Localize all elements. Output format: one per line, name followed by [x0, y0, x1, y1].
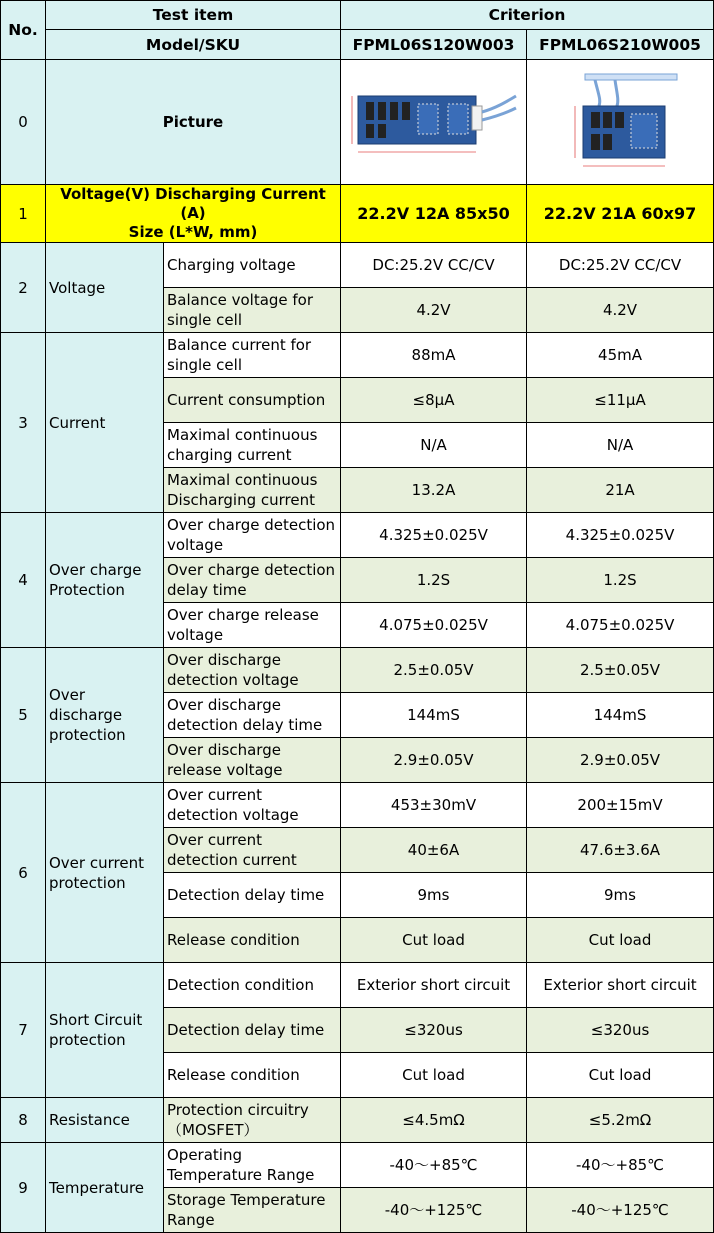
summary-label-line1: Voltage(V) Discharging Current (A) [60, 185, 326, 222]
value-b: Exterior short circuit [527, 963, 714, 1008]
header-test-item: Test item [46, 1, 341, 30]
value-a: 88mA [341, 333, 527, 378]
value-b: 21A [527, 468, 714, 513]
row-no: 3 [1, 333, 46, 513]
value-a: 4.2V [341, 288, 527, 333]
value-b: 9ms [527, 873, 714, 918]
item-label: Over discharge release voltage [164, 738, 341, 783]
value-b: 4.075±0.025V [527, 603, 714, 648]
picture-label: Picture [46, 60, 341, 185]
value-a: 9ms [341, 873, 527, 918]
value-b: 200±15mV [527, 783, 714, 828]
item-label: Current consumption [164, 378, 341, 423]
group-overcurrent: Over current protection [46, 783, 164, 963]
value-a: 453±30mV [341, 783, 527, 828]
item-label: Detection delay time [164, 873, 341, 918]
row-no: 2 [1, 243, 46, 333]
value-a: 13.2A [341, 468, 527, 513]
item-label: Maximal continuous charging current [164, 423, 341, 468]
value-b: Cut load [527, 918, 714, 963]
item-label: Over charge detection delay time [164, 558, 341, 603]
item-label: Storage Temperature Range [164, 1188, 341, 1233]
group-overdischarge: Over discharge protection [46, 648, 164, 783]
item-label: Over current detection voltage [164, 783, 341, 828]
value-b: 47.6±3.6A [527, 828, 714, 873]
value-a: -40～+125℃ [341, 1188, 527, 1233]
value-a: Cut load [341, 1053, 527, 1098]
item-label: Maximal continuous Discharging current [164, 468, 341, 513]
item-label: Charging voltage [164, 243, 341, 288]
value-b: N/A [527, 423, 714, 468]
item-label: Detection condition [164, 963, 341, 1008]
value-a: ≤4.5mΩ [341, 1098, 527, 1143]
value-a: 4.075±0.025V [341, 603, 527, 648]
group-shortcircuit: Short Circuit protection [46, 963, 164, 1098]
value-b: ≤5.2mΩ [527, 1098, 714, 1143]
value-a: N/A [341, 423, 527, 468]
value-b: DC:25.2V CC/CV [527, 243, 714, 288]
row-no: 1 [1, 185, 46, 243]
group-resistance: Resistance [46, 1098, 164, 1143]
value-b: 2.9±0.05V [527, 738, 714, 783]
value-b: -40～+85℃ [527, 1143, 714, 1188]
value-a: 144mS [341, 693, 527, 738]
value-a: ≤320us [341, 1008, 527, 1053]
value-a: Cut load [341, 918, 527, 963]
value-b: ≤11μA [527, 378, 714, 423]
item-label: Detection delay time [164, 1008, 341, 1053]
value-a: ≤8μA [341, 378, 527, 423]
value-b: 4.325±0.025V [527, 513, 714, 558]
summary-label-line2: Size (L*W, mm) [128, 223, 258, 241]
product-image-b [527, 60, 714, 185]
row-no: 5 [1, 648, 46, 783]
group-temperature: Temperature [46, 1143, 164, 1233]
value-b: 1.2S [527, 558, 714, 603]
row-no: 8 [1, 1098, 46, 1143]
value-b: ≤320us [527, 1008, 714, 1053]
header-no: No. [1, 1, 46, 60]
value-a: 2.5±0.05V [341, 648, 527, 693]
group-overcharge: Over charge Protection [46, 513, 164, 648]
header-model-b: FPML06S210W005 [527, 30, 714, 60]
item-label: Over charge release voltage [164, 603, 341, 648]
row-no: 9 [1, 1143, 46, 1233]
product-image-a [341, 60, 527, 185]
value-a: DC:25.2V CC/CV [341, 243, 527, 288]
row-no: 6 [1, 783, 46, 963]
item-label: Over discharge detection voltage [164, 648, 341, 693]
value-b: 144mS [527, 693, 714, 738]
header-model-a: FPML06S120W003 [341, 30, 527, 60]
value-b: 2.5±0.05V [527, 648, 714, 693]
item-label: Balance voltage for single cell [164, 288, 341, 333]
row-no: 4 [1, 513, 46, 648]
value-b: 4.2V [527, 288, 714, 333]
value-a: -40～+85℃ [341, 1143, 527, 1188]
value-a: 40±6A [341, 828, 527, 873]
summary-label [46, 185, 341, 243]
item-label: Protection circuitry（MOSFET） [164, 1098, 341, 1143]
value-a: 4.325±0.025V [341, 513, 527, 558]
row-no: 0 [1, 60, 46, 185]
group-voltage: Voltage [46, 243, 164, 333]
group-current: Current [46, 333, 164, 513]
header-model-sku: Model/SKU [46, 30, 341, 60]
item-label: Balance current for single cell [164, 333, 341, 378]
item-label: Over charge detection voltage [164, 513, 341, 558]
item-label: Over current detection current [164, 828, 341, 873]
item-label: Operating Temperature Range [164, 1143, 341, 1188]
value-b: 45mA [527, 333, 714, 378]
summary-value-b: 22.2V 21A 60x97 [527, 185, 714, 243]
summary-value-a: 22.2V 12A 85x50 [341, 185, 527, 243]
value-a: Exterior short circuit [341, 963, 527, 1008]
pcb-board-image [555, 66, 685, 178]
value-b: Cut load [527, 1053, 714, 1098]
header-criterion: Criterion [341, 1, 714, 30]
row-no: 7 [1, 963, 46, 1098]
pcb-board-image [348, 82, 520, 162]
value-a: 2.9±0.05V [341, 738, 527, 783]
item-label: Release condition [164, 918, 341, 963]
value-b: -40～+125℃ [527, 1188, 714, 1233]
item-label: Over discharge detection delay time [164, 693, 341, 738]
value-a: 1.2S [341, 558, 527, 603]
item-label: Release condition [164, 1053, 341, 1098]
